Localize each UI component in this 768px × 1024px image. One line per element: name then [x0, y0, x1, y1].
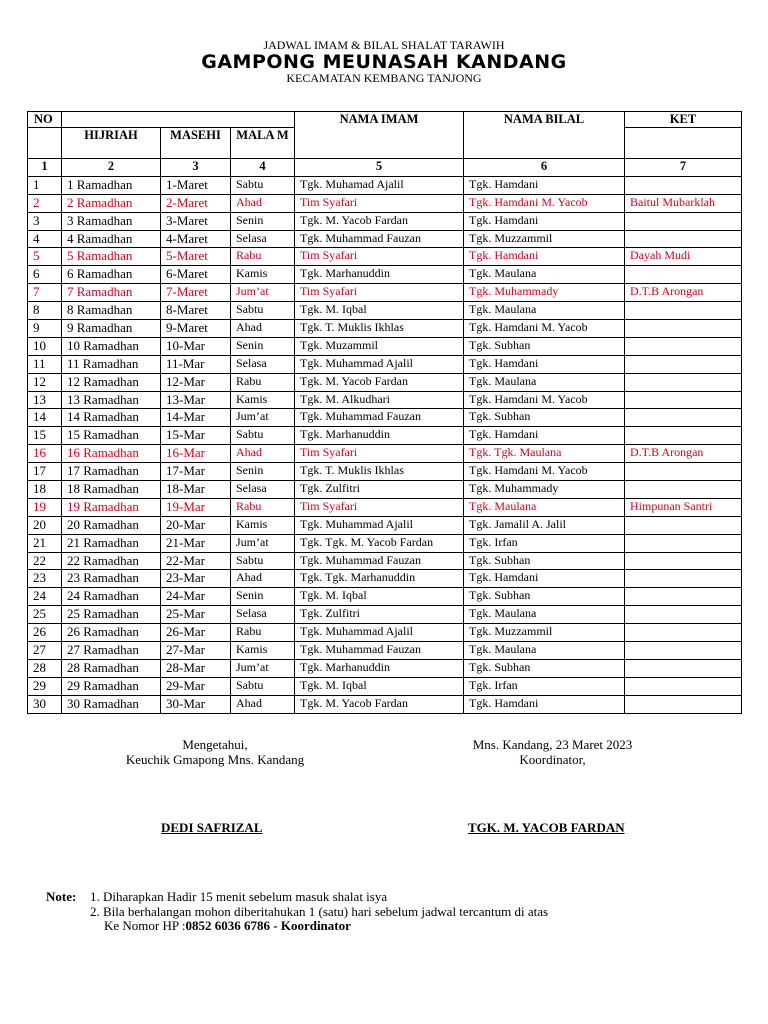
cell-imam: Tgk. T. Muklis Ikhlas: [295, 463, 464, 481]
schedule-table: [27, 111, 742, 714]
cell-malam: Ahad: [231, 194, 295, 212]
right-sign-line1: Mns. Kandang, 23 Maret 2023: [472, 737, 633, 752]
cell-hijriah: 15 Ramadhan: [62, 427, 161, 445]
right-signature-block: [440, 737, 665, 767]
table-row: [28, 695, 742, 713]
cell-imam: Tim Syafari: [295, 445, 464, 463]
cell-ket: [625, 534, 742, 552]
col-number: 5: [295, 159, 464, 177]
cell-malam: Rabu: [231, 624, 295, 642]
cell-ket: [625, 212, 742, 230]
table-row: [28, 677, 742, 695]
cell-imam: Tgk. M. Yacob Fardan: [295, 212, 464, 230]
table-row: [28, 248, 742, 266]
col-number: 6: [464, 159, 625, 177]
table-row: [28, 463, 742, 481]
cell-masehi: 7-Maret: [161, 284, 231, 302]
cell-bilal: Tgk. Subhan: [464, 409, 625, 427]
cell-no: 8: [28, 302, 62, 320]
cell-imam: Tim Syafari: [295, 498, 464, 516]
cell-ket: [625, 302, 742, 320]
cell-ket: [625, 677, 742, 695]
cell-masehi: 2-Maret: [161, 194, 231, 212]
cell-masehi: 8-Maret: [161, 302, 231, 320]
table-row: [28, 391, 742, 409]
cell-ket: [625, 373, 742, 391]
cell-bilal: Tgk. Subhan: [464, 552, 625, 570]
left-sign-line2: Keuchik Gmapong Mns. Kandang: [125, 752, 305, 767]
table-row: [28, 194, 742, 212]
cell-bilal: Tgk. Maulana: [464, 498, 625, 516]
cell-imam: Tgk. Muhammad Ajalil: [295, 624, 464, 642]
cell-ket: [625, 409, 742, 427]
cell-imam: Tgk. Zulfitri: [295, 481, 464, 499]
cell-malam: Kamis: [231, 266, 295, 284]
col-number-row: [28, 159, 742, 177]
cell-bilal: Tgk. Subhan: [464, 337, 625, 355]
col-header-no: NO: [28, 112, 62, 128]
cell-hijriah: 22 Ramadhan: [62, 552, 161, 570]
cell-no: 26: [28, 624, 62, 642]
cell-hijriah: 1 Ramadhan: [62, 176, 161, 194]
cell-malam: Selasa: [231, 606, 295, 624]
col-header-ket: KET: [625, 112, 742, 128]
cell-bilal: Tgk. Maulana: [464, 606, 625, 624]
table-row: [28, 212, 742, 230]
table-row: [28, 373, 742, 391]
cell-masehi: 6-Maret: [161, 266, 231, 284]
cell-hijriah: 5 Ramadhan: [62, 248, 161, 266]
cell-ket: [625, 355, 742, 373]
cell-ket: Dayah Mudi: [625, 248, 742, 266]
cell-hijriah: 17 Ramadhan: [62, 463, 161, 481]
cell-hijriah: 23 Ramadhan: [62, 570, 161, 588]
left-signature-block: [110, 737, 320, 767]
table-row: [28, 624, 742, 642]
cell-masehi: 12-Mar: [161, 373, 231, 391]
left-sign-line1: Mengetahui,: [182, 737, 248, 752]
cell-no: 17: [28, 463, 62, 481]
cell-bilal: Tgk. Irfan: [464, 677, 625, 695]
cell-no: 1: [28, 176, 62, 194]
cell-no: 10: [28, 337, 62, 355]
cell-ket: D.T.B Arongan: [625, 445, 742, 463]
note-item-3: [104, 918, 351, 934]
cell-bilal: Tgk. Tgk. Maulana: [464, 445, 625, 463]
col-header-ket-spacer: [625, 128, 742, 159]
table-row: [28, 337, 742, 355]
cell-masehi: 17-Mar: [161, 463, 231, 481]
cell-ket: [625, 642, 742, 660]
cell-ket: Himpunan Santri: [625, 498, 742, 516]
cell-hijriah: 26 Ramadhan: [62, 624, 161, 642]
cell-bilal: Tgk. Muhammady: [464, 284, 625, 302]
cell-malam: Kamis: [231, 391, 295, 409]
col-number: 4: [231, 159, 295, 177]
cell-imam: Tgk. M. Yacob Fardan: [295, 373, 464, 391]
note-item-2: 2. Bila berhalangan mohon diberitahukan 1 (satu) hari sebelum jadwal tercantum di atas: [90, 904, 549, 919]
cell-hijriah: 18 Ramadhan: [62, 481, 161, 499]
cell-masehi: 27-Mar: [161, 642, 231, 660]
cell-malam: Senin: [231, 212, 295, 230]
cell-no: 13: [28, 391, 62, 409]
table-row: [28, 588, 742, 606]
cell-ket: [625, 391, 742, 409]
cell-imam: Tgk. Muhammad Fauzan: [295, 230, 464, 248]
cell-bilal: Tgk. Hamdani M. Yacob: [464, 463, 625, 481]
cell-ket: [625, 624, 742, 642]
cell-no: 5: [28, 248, 62, 266]
cell-no: 6: [28, 266, 62, 284]
cell-hijriah: 21 Ramadhan: [62, 534, 161, 552]
table-row: [28, 445, 742, 463]
cell-masehi: 24-Mar: [161, 588, 231, 606]
cell-no: 19: [28, 498, 62, 516]
cell-imam: Tgk. Muhammad Ajalil: [295, 516, 464, 534]
left-signatory-name: DEDI SAFRIZAL: [161, 820, 263, 835]
cell-hijriah: 30 Ramadhan: [62, 695, 161, 713]
cell-bilal: Tgk. Muhammady: [464, 481, 625, 499]
cell-ket: [625, 320, 742, 338]
cell-bilal: Tgk. Subhan: [464, 659, 625, 677]
cell-hijriah: 3 Ramadhan: [62, 212, 161, 230]
cell-masehi: 4-Maret: [161, 230, 231, 248]
cell-ket: [625, 516, 742, 534]
table-row: [28, 427, 742, 445]
cell-imam: Tgk. T. Muklis Ikhlas: [295, 320, 464, 338]
cell-masehi: 14-Mar: [161, 409, 231, 427]
cell-masehi: 16-Mar: [161, 445, 231, 463]
col-number: 2: [62, 159, 161, 177]
cell-imam: Tgk. M. Iqbal: [295, 302, 464, 320]
col-header-malam: MALA M: [231, 128, 295, 159]
cell-imam: Tgk. Muzammil: [295, 337, 464, 355]
col-header-hijriah: HIJRIAH: [62, 128, 161, 159]
cell-masehi: 18-Mar: [161, 481, 231, 499]
table-row: [28, 570, 742, 588]
cell-bilal: Tgk. Maulana: [464, 373, 625, 391]
cell-hijriah: 9 Ramadhan: [62, 320, 161, 338]
cell-bilal: Tgk. Maulana: [464, 266, 625, 284]
col-number: 1: [28, 159, 62, 177]
cell-no: 29: [28, 677, 62, 695]
cell-masehi: 3-Maret: [161, 212, 231, 230]
cell-hijriah: 7 Ramadhan: [62, 284, 161, 302]
cell-bilal: Tgk. Hamdani M. Yacob: [464, 320, 625, 338]
cell-bilal: Tgk. Hamdani: [464, 355, 625, 373]
cell-imam: Tgk. Zulfitri: [295, 606, 464, 624]
cell-no: 20: [28, 516, 62, 534]
cell-ket: [625, 266, 742, 284]
cell-no: 9: [28, 320, 62, 338]
cell-malam: Rabu: [231, 248, 295, 266]
cell-no: 14: [28, 409, 62, 427]
cell-imam: Tgk. Tgk. Marhanuddin: [295, 570, 464, 588]
cell-imam: Tim Syafari: [295, 194, 464, 212]
cell-malam: Senin: [231, 463, 295, 481]
cell-masehi: 15-Mar: [161, 427, 231, 445]
cell-malam: Sabtu: [231, 552, 295, 570]
cell-ket: [625, 552, 742, 570]
cell-bilal: Tgk. Maulana: [464, 642, 625, 660]
table-row: [28, 534, 742, 552]
cell-hijriah: 10 Ramadhan: [62, 337, 161, 355]
col-header-date-group: [62, 112, 295, 128]
cell-hijriah: 29 Ramadhan: [62, 677, 161, 695]
cell-no: 24: [28, 588, 62, 606]
table-row: [28, 409, 742, 427]
cell-ket: Baitul Mubarklah: [625, 194, 742, 212]
cell-bilal: Tgk. Subhan: [464, 588, 625, 606]
cell-bilal: Tgk. Muzzammil: [464, 230, 625, 248]
cell-hijriah: 27 Ramadhan: [62, 642, 161, 660]
cell-imam: Tgk. Muhammad Ajalil: [295, 355, 464, 373]
cell-no: 15: [28, 427, 62, 445]
cell-hijriah: 16 Ramadhan: [62, 445, 161, 463]
cell-no: 2: [28, 194, 62, 212]
cell-bilal: Tgk. Hamdani: [464, 176, 625, 194]
cell-no: 28: [28, 659, 62, 677]
cell-ket: D.T.B Arongan: [625, 284, 742, 302]
cell-no: 16: [28, 445, 62, 463]
cell-masehi: 1-Maret: [161, 176, 231, 194]
cell-ket: [625, 570, 742, 588]
table-row: [28, 659, 742, 677]
cell-malam: Jum’at: [231, 409, 295, 427]
table-row: [28, 481, 742, 499]
cell-malam: Kamis: [231, 642, 295, 660]
cell-malam: Sabtu: [231, 176, 295, 194]
cell-malam: Rabu: [231, 373, 295, 391]
cell-bilal: Tgk. Hamdani: [464, 427, 625, 445]
cell-hijriah: 24 Ramadhan: [62, 588, 161, 606]
cell-masehi: 30-Mar: [161, 695, 231, 713]
cell-imam: Tgk. M. Yacob Fardan: [295, 695, 464, 713]
col-header-bilal: NAMA BILAL: [464, 112, 625, 159]
cell-no: 21: [28, 534, 62, 552]
cell-no: 25: [28, 606, 62, 624]
cell-hijriah: 11 Ramadhan: [62, 355, 161, 373]
cell-no: 30: [28, 695, 62, 713]
cell-bilal: Tgk. Maulana: [464, 302, 625, 320]
table-row: [28, 552, 742, 570]
cell-bilal: Tgk. Jamalil A. Jalil: [464, 516, 625, 534]
cell-malam: Sabtu: [231, 427, 295, 445]
cell-ket: [625, 337, 742, 355]
note-item-1: 1. Diharapkan Hadir 15 menit sebelum masuk shalat isya: [90, 889, 388, 904]
table-row: [28, 320, 742, 338]
table-row: [28, 266, 742, 284]
cell-imam: Tgk. Muhamad Ajalil: [295, 176, 464, 194]
table-row: [28, 176, 742, 194]
cell-malam: Rabu: [231, 498, 295, 516]
col-number: 3: [161, 159, 231, 177]
table-row: [28, 516, 742, 534]
cell-hijriah: 4 Ramadhan: [62, 230, 161, 248]
cell-bilal: Tgk. Hamdani: [464, 212, 625, 230]
cell-hijriah: 6 Ramadhan: [62, 266, 161, 284]
table-row: [28, 230, 742, 248]
cell-ket: [625, 427, 742, 445]
cell-imam: Tim Syafari: [295, 248, 464, 266]
cell-hijriah: 28 Ramadhan: [62, 659, 161, 677]
cell-no: 22: [28, 552, 62, 570]
cell-masehi: 26-Mar: [161, 624, 231, 642]
cell-malam: Selasa: [231, 355, 295, 373]
cell-imam: Tgk. Marhanuddin: [295, 427, 464, 445]
cell-no: 12: [28, 373, 62, 391]
cell-malam: Jum’at: [231, 284, 295, 302]
cell-imam: Tgk. M. Iqbal: [295, 677, 464, 695]
cell-bilal: Tgk. Hamdani: [464, 248, 625, 266]
cell-malam: Sabtu: [231, 302, 295, 320]
cell-malam: Selasa: [231, 481, 295, 499]
doc-title: GAMPONG MEUNASAH KANDANG: [201, 51, 567, 73]
cell-malam: Sabtu: [231, 677, 295, 695]
cell-ket: [625, 463, 742, 481]
cell-imam: Tgk. Marhanuddin: [295, 659, 464, 677]
table-row: [28, 642, 742, 660]
table-row: [28, 284, 742, 302]
cell-masehi: 11-Mar: [161, 355, 231, 373]
cell-malam: Senin: [231, 588, 295, 606]
cell-malam: Selasa: [231, 230, 295, 248]
cell-imam: Tgk. Muhammad Fauzan: [295, 642, 464, 660]
cell-malam: Jum’at: [231, 659, 295, 677]
cell-hijriah: 2 Ramadhan: [62, 194, 161, 212]
cell-ket: [625, 695, 742, 713]
cell-masehi: 29-Mar: [161, 677, 231, 695]
cell-masehi: 28-Mar: [161, 659, 231, 677]
cell-imam: Tgk. Tgk. M. Yacob Fardan: [295, 534, 464, 552]
cell-ket: [625, 481, 742, 499]
cell-no: 11: [28, 355, 62, 373]
cell-masehi: 9-Maret: [161, 320, 231, 338]
cell-malam: Ahad: [231, 445, 295, 463]
cell-hijriah: 14 Ramadhan: [62, 409, 161, 427]
note-label: Note:: [46, 889, 77, 904]
col-header-imam: NAMA IMAM: [295, 112, 464, 159]
cell-masehi: 25-Mar: [161, 606, 231, 624]
table-row: [28, 498, 742, 516]
cell-no: 3: [28, 212, 62, 230]
cell-bilal: Tgk. Hamdani: [464, 570, 625, 588]
cell-imam: Tim Syafari: [295, 284, 464, 302]
cell-imam: Tgk. M. Iqbal: [295, 588, 464, 606]
cell-imam: Tgk. Marhanuddin: [295, 266, 464, 284]
cell-masehi: 10-Mar: [161, 337, 231, 355]
cell-no: 7: [28, 284, 62, 302]
cell-bilal: Tgk. Irfan: [464, 534, 625, 552]
cell-malam: Ahad: [231, 570, 295, 588]
cell-ket: [625, 606, 742, 624]
cell-hijriah: 13 Ramadhan: [62, 391, 161, 409]
cell-bilal: Tgk. Hamdani: [464, 695, 625, 713]
col-number: 7: [625, 159, 742, 177]
cell-malam: Ahad: [231, 695, 295, 713]
cell-hijriah: 20 Ramadhan: [62, 516, 161, 534]
cell-malam: Jum’at: [231, 534, 295, 552]
cell-malam: Kamis: [231, 516, 295, 534]
col-header-no-spacer: [28, 128, 62, 159]
cell-masehi: 19-Mar: [161, 498, 231, 516]
cell-masehi: 21-Mar: [161, 534, 231, 552]
table-row: [28, 606, 742, 624]
cell-masehi: 20-Mar: [161, 516, 231, 534]
right-sign-line2: Koordinator,: [519, 752, 586, 767]
cell-masehi: 22-Mar: [161, 552, 231, 570]
cell-hijriah: 8 Ramadhan: [62, 302, 161, 320]
cell-imam: Tgk. Muhammad Fauzan: [295, 552, 464, 570]
cell-ket: [625, 588, 742, 606]
doc-subtitle-bottom: KECAMATAN KEMBANG TANJONG: [286, 71, 482, 85]
cell-masehi: 23-Mar: [161, 570, 231, 588]
col-header-masehi: MASEHI: [161, 128, 231, 159]
cell-no: 23: [28, 570, 62, 588]
doc-subtitle-top: JADWAL IMAM & BILAL SHALAT TARAWIH: [263, 38, 505, 52]
cell-ket: [625, 659, 742, 677]
cell-bilal: Tgk. Hamdani M. Yacob: [464, 194, 625, 212]
cell-no: 4: [28, 230, 62, 248]
table-row: [28, 355, 742, 373]
cell-ket: [625, 230, 742, 248]
cell-hijriah: 19 Ramadhan: [62, 498, 161, 516]
cell-no: 18: [28, 481, 62, 499]
cell-ket: [625, 176, 742, 194]
coordinator-phone: 0852 6036 6786 - Koordinator: [185, 918, 351, 933]
cell-hijriah: 25 Ramadhan: [62, 606, 161, 624]
right-signatory-name: TGK. M. YACOB FARDAN: [468, 820, 625, 835]
cell-imam: Tgk. Muhammad Fauzan: [295, 409, 464, 427]
table-row: [28, 302, 742, 320]
cell-masehi: 5-Maret: [161, 248, 231, 266]
cell-malam: Senin: [231, 337, 295, 355]
cell-bilal: Tgk. Hamdani M. Yacob: [464, 391, 625, 409]
cell-bilal: Tgk. Muzzammil: [464, 624, 625, 642]
cell-masehi: 13-Mar: [161, 391, 231, 409]
cell-no: 27: [28, 642, 62, 660]
cell-hijriah: 12 Ramadhan: [62, 373, 161, 391]
note-item-3-prefix: Ke Nomor HP :: [104, 918, 186, 933]
cell-imam: Tgk. M. Alkudhari: [295, 391, 464, 409]
cell-malam: Ahad: [231, 320, 295, 338]
